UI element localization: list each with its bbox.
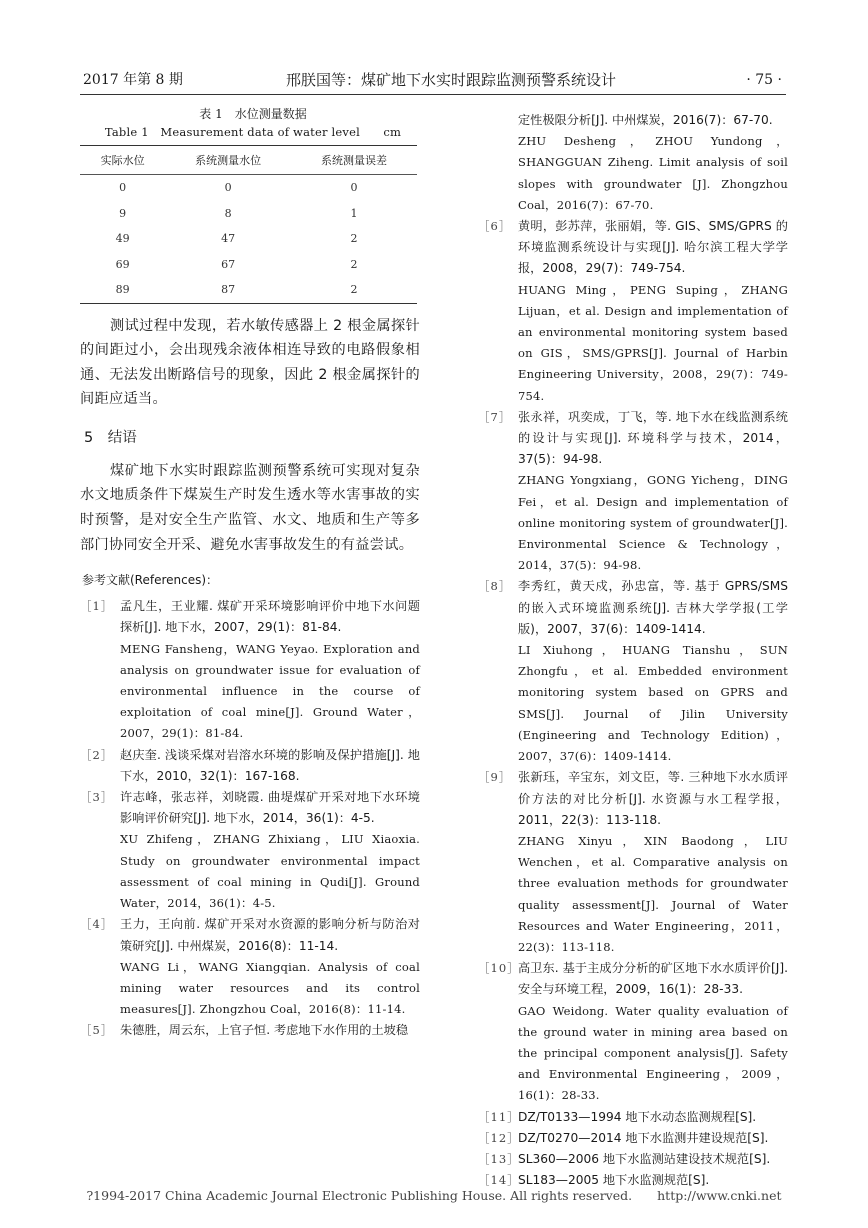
reference-item: [478, 1128, 788, 1149]
reference-item: [478, 216, 788, 407]
body-paragraph: 煤矿地下水实时跟踪监测预警系统可实现对复杂水文地质条件下煤炭生产时发生透水等水害事故的实时预警，是对安全生产监管、水文、地质和生产等多部门协同安全开采、避免水害事故发生的有益尝试。: [80, 462, 420, 553]
reference-number: ［6］: [478, 219, 512, 234]
reference-text-en: HUANG Ming，PENG Suping，ZHANG Lijuan，et al. Design and implementation of an environmental monitoring system based on GIS，SMS/GPRS[J]. Journal of Harbin Engineering University，2008，29(7)：749-754.: [518, 282, 788, 403]
header-rule: [80, 94, 786, 95]
copyright-footer: ?1994-2017 China Academic Journal Electronic Publishing House. All rights reserved. http://www.cnki.net: [86, 1188, 782, 1203]
reference-item: [478, 576, 788, 767]
reference-text-cn: SL183—2005 地下水监测规范[S].: [518, 1173, 710, 1188]
table-cell: 49: [115, 232, 130, 246]
reference-item: [478, 767, 788, 958]
table-cell: 69: [115, 257, 130, 271]
reference-text-en: LI Xiuhong，HUANG Tianshu，SUN Zhongfu，et al. Embedded environment monitoring system based on GPRS and SMS[J]. Journal of Jilin University (Engineering and Technology Edition)，2007，37(6)：1409-1414.: [518, 643, 788, 764]
reference-number: ［2］: [80, 747, 114, 762]
reference-number: ［4］: [80, 917, 114, 932]
reference-text-en: XU Zhifeng，ZHANG Zhixiang，LIU Xiaoxia. Study on groundwater environmental impact assessment of coal mining in Qudi[J]. Ground Water，2014，36(1)：4-5.: [120, 832, 420, 911]
table-cell: 1: [350, 206, 358, 220]
reference-text-en: GAO Weidong. Water quality evaluation of the ground water in mining area based on the principal component analysis[J]. Safety and Environmental Engineering，2009，16(1)：28-33.: [518, 1003, 788, 1103]
reference-text-cn: DZ/T0133—1994 地下水动态监测规程[S].: [518, 1109, 757, 1124]
table-cell: 0: [350, 181, 358, 195]
table-cell: 2: [350, 257, 358, 271]
table-row: [80, 277, 417, 303]
reference-text-cn: 张永祥，巩奕成，丁飞，等. 地下水在线监测系统的设计与实现[J]. 环境科学与技术，2014，37(5)：94-98.: [518, 409, 788, 467]
water-level-table: [80, 145, 417, 304]
table-cell: 9: [119, 206, 127, 220]
reference-list-right: [478, 110, 788, 1191]
reference-text-cn: 黄明，彭苏萍，张丽娟，等. GIS、SMS/GPRS 的环境监测系统设计与实现[J]. 哈尔滨工程大学学报，2008，29(7)：749-754.: [518, 219, 788, 276]
left-column: [80, 105, 420, 1042]
reference-number: ［5］: [80, 1023, 114, 1038]
right-column: [478, 110, 788, 1191]
table-header-cell: 系统测量水位: [165, 146, 291, 175]
body-paragraph: 测试过程中发现，若水敏传感器上 2 根金属探针的间距过小，会出现残余液体相连导致的电路假象相通、无法发出断路信号的现象，因此 2 根金属探针的间距应适当。: [80, 317, 420, 408]
reference-text-cn: DZ/T0270—2014 地下水监测井建设规范[S].: [518, 1130, 769, 1145]
reference-item: [80, 745, 420, 787]
running-title: 邢朕国等：煤矿地下水实时跟踪监测预警系统设计: [286, 71, 617, 89]
reference-item: [478, 1107, 788, 1128]
reference-text-cn: 许志峰，张志祥，刘晓霞. 曲堤煤矿开采对地下水环境影响评价研究[J]. 地下水，2014，36(1)：4-5.: [120, 790, 420, 826]
reference-number: ［12］: [478, 1130, 520, 1145]
reference-number: ［14］: [478, 1173, 520, 1188]
reference-number: ［1］: [80, 599, 114, 614]
table-caption: [86, 105, 420, 141]
reference-number: ［8］: [478, 579, 512, 594]
table-cell: 8: [224, 206, 232, 220]
reference-text-cn: SL360—2006 地下水监测站建设技术规范[S].: [518, 1151, 771, 1166]
reference-text-en: ZHU Desheng，ZHOU Yundong，SHANGGUAN Ziheng. Limit analysis of soil slopes with groundwater [J]. Zhongzhou Coal，2016(7)：67-70.: [518, 134, 788, 212]
reference-text-cn: 李秀红，黄天戍，孙忠富，等. 基于 GPRS/SMS 的嵌入式环境监测系统[J]. 吉林大学学报(工学版)，2007，37(6)：1409-1414.: [518, 579, 788, 636]
table-header-cell: 系统测量误差: [291, 146, 417, 175]
reference-number: ［10］: [478, 961, 520, 976]
reference-text-cn: 王力，王向前. 煤矿开采对水资源的影响分析与防治对策研究[J]. 中州煤炭，2016(8)：11-14.: [120, 917, 420, 953]
table-cell: 87: [165, 277, 291, 303]
table-header-cell: 实际水位: [80, 146, 165, 175]
table-row: [80, 226, 417, 252]
reference-number: ［11］: [478, 1109, 520, 1124]
table-row: [80, 252, 417, 278]
table-cell: 2: [350, 232, 358, 246]
reference-text-cn: 孟凡生，王业耀. 煤矿开采环境影响评价中地下水问题探析[J]. 地下水，2007，29(1)：81-84.: [120, 599, 420, 635]
table-row: [80, 175, 417, 201]
reference-text-en: MENG Fansheng，WANG Yeyao. Exploration and analysis on groundwater issue for evaluation of environmental influence in the course of exploitation of coal mine[J]. Ground Water，2007，29(1)：81-84.: [120, 641, 420, 741]
page-number: · 75 ·: [746, 72, 782, 88]
reference-item: [80, 1020, 420, 1041]
reference-number: ［7］: [478, 409, 512, 424]
table-cell: 0: [119, 181, 127, 195]
reference-number: ［9］: [478, 770, 512, 785]
table-cell: 47: [221, 232, 236, 246]
reference-text-en: ZHANG Xinyu，XIN Baodong，LIU Wenchen，et al. Comparative analysis on three evaluation methods for groundwater quality assessment[J]. Journal of Water Resources and Water Engineering，2011，22(3)：113-118.: [518, 833, 788, 954]
reference-text-cn: 定性极限分析[J]. 中州煤炭，2016(7)：67-70.: [518, 113, 773, 127]
reference-text-cn: 赵庆奎. 浅谈采煤对岩溶水环境的影响及保护措施[J]. 地下水，2010，32(1)：167-168.: [120, 747, 420, 783]
reference-number: ［13］: [478, 1151, 520, 1166]
table-cell: 67: [221, 257, 236, 271]
reference-item: [478, 407, 788, 577]
reference-number: ［3］: [80, 790, 114, 805]
reference-item: [478, 958, 788, 1106]
table-cell: 2: [291, 277, 417, 303]
section-heading: 5 结语: [84, 429, 137, 446]
table-caption-cn: 表 1 水位测量数据: [199, 107, 307, 121]
reference-text-cn: 高卫东. 基于主成分分析的矿区地下水水质评价[J]. 安全与环境工程，2009，16(1)：28-33.: [518, 961, 788, 997]
reference-item: [478, 1149, 788, 1170]
table-cell: 89: [80, 277, 165, 303]
references-heading: 参考文献(References)：: [82, 573, 219, 588]
reference-item: [80, 787, 420, 914]
reference-item: [80, 914, 420, 1020]
table-cell: 0: [224, 181, 232, 195]
reference-item: [478, 110, 788, 216]
reference-list-left: [80, 596, 420, 1041]
table-row: [80, 201, 417, 227]
reference-text-en: WANG Li，WANG Xiangqian. Analysis of coal mining water resources and its control measures[J]. Zhongzhou Coal，2016(8)：11-14.: [120, 959, 420, 1017]
running-header: [80, 70, 786, 92]
issue-label: 2017 年第 8 期: [83, 72, 183, 88]
reference-text-cn: 朱德胜，周云东，上官子恒. 考虑地下水作用的土坡稳: [120, 1023, 409, 1038]
table-caption-en: Table 1 Measurement data of water level cm: [104, 125, 402, 139]
reference-item: [80, 596, 420, 744]
reference-text-en: ZHANG Yongxiang，GONG Yicheng，DING Fei，et al. Design and implementation of online monitoring system of groundwater[J]. Environmental Science & Technology，2014，37(5)：94-98.: [518, 473, 788, 573]
reference-text-cn: 张新珏，辛宝东，刘文臣，等. 三种地下水水质评价方法的对比分析[J]. 水资源与水工程学报，2011，22(3)：113-118.: [518, 770, 788, 827]
